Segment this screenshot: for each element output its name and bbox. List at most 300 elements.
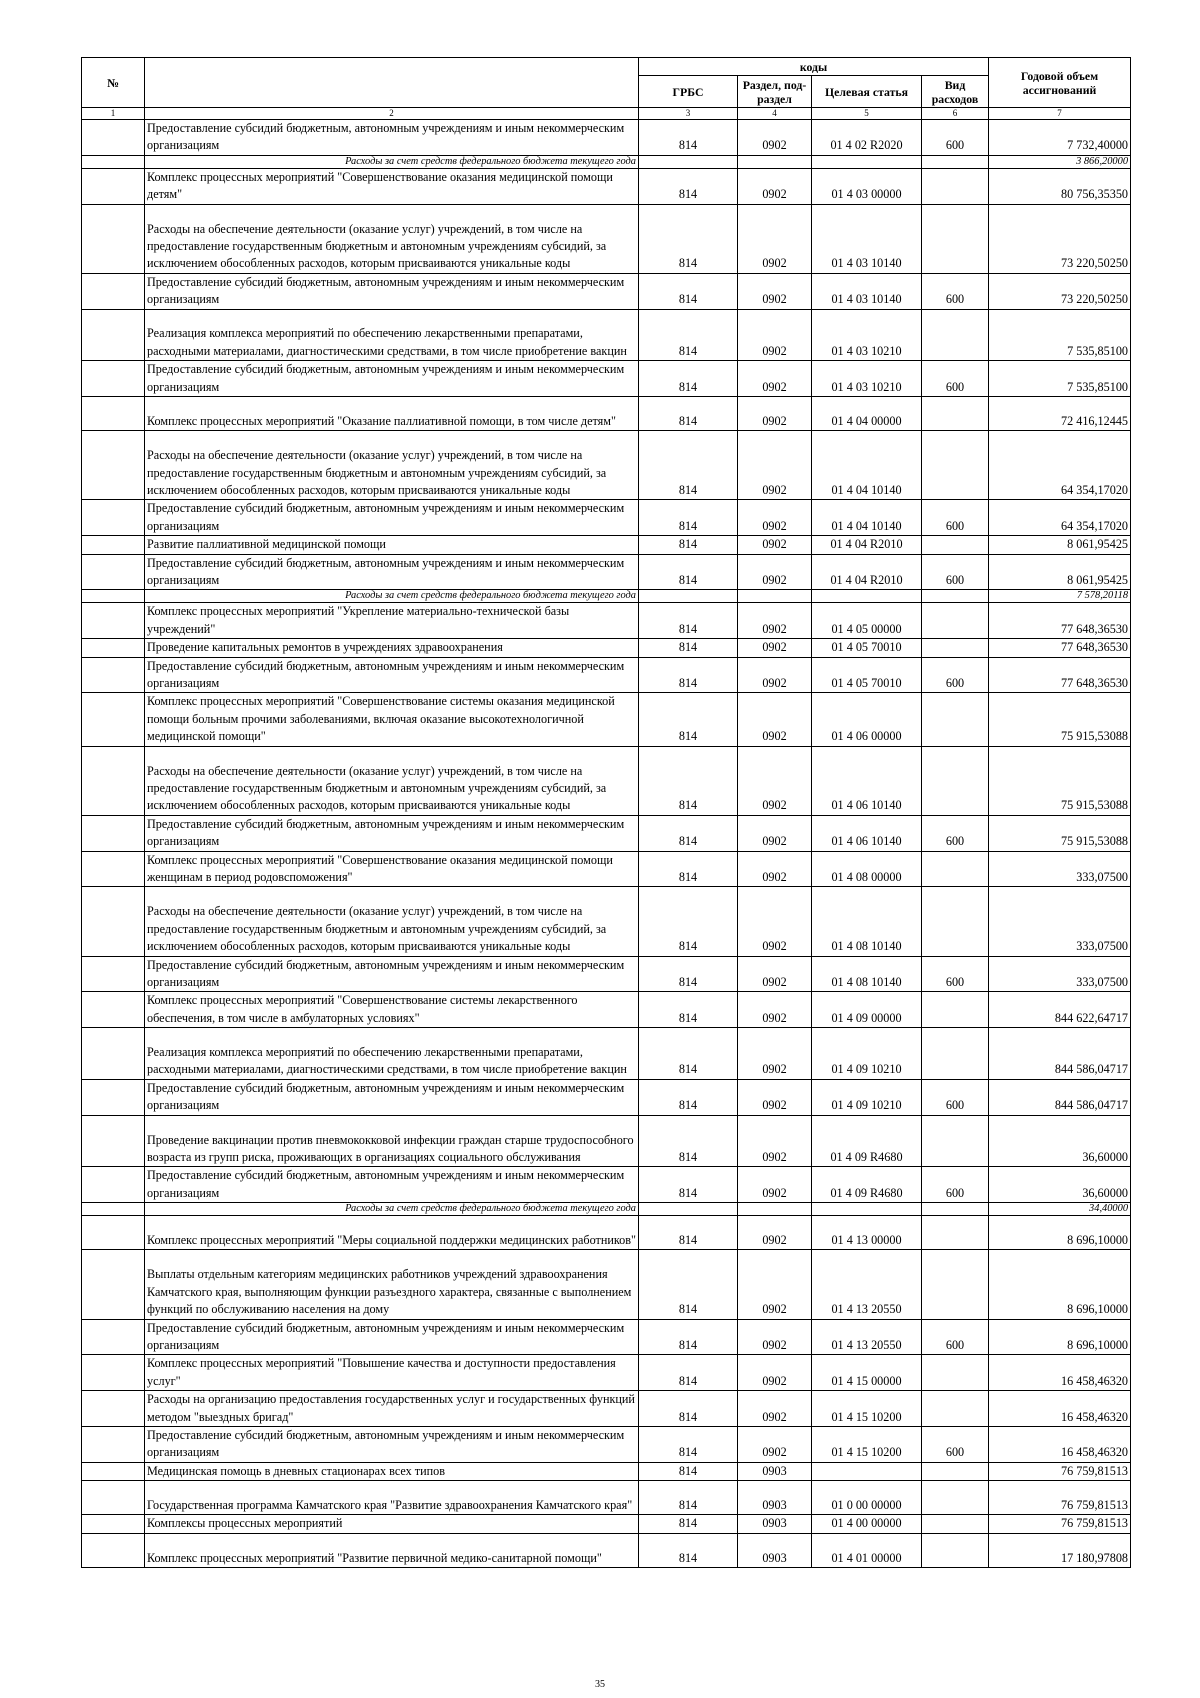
row-vid [922, 1462, 989, 1480]
row-grbs: 814 [639, 639, 738, 657]
header-name-blank [145, 58, 639, 108]
row-name: Расходы за счет средств федерального бюджета текущего года [145, 1203, 639, 1216]
row-vid [922, 693, 989, 746]
row-name: Комплекс процессных мероприятий "Оказание паллиативной помощи, в том числе детям" [145, 397, 639, 431]
row-razdel [738, 590, 812, 603]
row-number-cell [82, 309, 145, 361]
col-number: 6 [922, 108, 989, 120]
row-number-cell [82, 361, 145, 397]
row-sum: 333,07500 [989, 851, 1131, 887]
row-number-cell [82, 1115, 145, 1167]
row-razdel: 0902 [738, 554, 812, 590]
row-tselevaya: 01 4 05 00000 [812, 603, 922, 639]
row-tselevaya: 01 4 06 00000 [812, 693, 922, 746]
row-sum: 64 354,17020 [989, 431, 1131, 500]
row-tselevaya: 01 4 09 00000 [812, 992, 922, 1028]
row-name: Медицинская помощь в дневных стационарах всех типов [145, 1462, 639, 1480]
row-grbs: 814 [639, 1481, 738, 1515]
row-razdel: 0903 [738, 1462, 812, 1480]
row-grbs: 814 [639, 956, 738, 992]
row-name: Расходы на организацию предоставления государственных услуг и государственных функций методом "выездных бригад" [145, 1391, 639, 1427]
row-grbs: 814 [639, 204, 738, 273]
row-grbs: 814 [639, 1391, 738, 1427]
row-razdel: 0902 [738, 639, 812, 657]
row-name: Комплекс процессных мероприятий "Укрепление материально-технической базы учреждений" [145, 603, 639, 639]
row-number-cell [82, 1515, 145, 1533]
row-grbs [639, 1203, 738, 1216]
row-razdel: 0902 [738, 992, 812, 1028]
row-razdel: 0902 [738, 397, 812, 431]
row-name: Развитие паллиативной медицинской помощи [145, 536, 639, 554]
row-number-cell [82, 431, 145, 500]
table-row [82, 273, 1131, 309]
row-grbs: 814 [639, 1533, 738, 1567]
row-vid [922, 204, 989, 273]
row-tselevaya: 01 0 00 00000 [812, 1481, 922, 1515]
row-grbs: 814 [639, 168, 738, 204]
row-grbs: 814 [639, 1079, 738, 1115]
row-sum: 80 756,35350 [989, 168, 1131, 204]
table-row [82, 956, 1131, 992]
row-razdel: 0903 [738, 1515, 812, 1533]
row-vid: 600 [922, 120, 989, 156]
row-sum: 844 586,04717 [989, 1079, 1131, 1115]
row-sum: 76 759,81513 [989, 1462, 1131, 1480]
row-tselevaya: 01 4 13 20550 [812, 1319, 922, 1355]
row-tselevaya: 01 4 03 10140 [812, 273, 922, 309]
row-vid [922, 1216, 989, 1250]
row-number-cell [82, 851, 145, 887]
row-name: Предоставление субсидий бюджетным, автономным учреждениям и иным некоммерческим организациям [145, 500, 639, 536]
row-tselevaya: 01 4 09 10210 [812, 1079, 922, 1115]
row-number-cell [82, 992, 145, 1028]
table-row [82, 693, 1131, 746]
row-grbs: 814 [639, 693, 738, 746]
row-tselevaya [812, 1462, 922, 1480]
row-name: Предоставление субсидий бюджетным, автономным учреждениям и иным некоммерческим организациям [145, 1167, 639, 1203]
row-tselevaya: 01 4 04 10140 [812, 431, 922, 500]
table-row [82, 1115, 1131, 1167]
row-number-cell [82, 1391, 145, 1427]
row-sum: 8 696,10000 [989, 1319, 1131, 1355]
col-number: 7 [989, 108, 1131, 120]
row-grbs: 814 [639, 746, 738, 815]
row-sum: 7 732,40000 [989, 120, 1131, 156]
row-vid: 600 [922, 1079, 989, 1115]
table-body [82, 120, 1131, 1568]
row-vid [922, 590, 989, 603]
row-number-cell [82, 639, 145, 657]
table-row [82, 1079, 1131, 1115]
table-row [82, 887, 1131, 956]
row-sum: 34,40000 [989, 1203, 1131, 1216]
row-number-cell [82, 536, 145, 554]
header-razdel: Раздел, под-раздел [738, 76, 812, 108]
row-tselevaya: 01 4 06 10140 [812, 815, 922, 851]
row-grbs: 814 [639, 1319, 738, 1355]
row-number-cell [82, 1167, 145, 1203]
header-tselevaya: Целевая статья [812, 76, 922, 108]
row-vid [922, 1203, 989, 1216]
row-sum: 75 915,53088 [989, 815, 1131, 851]
row-name: Комплекс процессных мероприятий "Совершенствование оказания медицинской помощи женщинам в период родовспоможения" [145, 851, 639, 887]
row-sum: 36,60000 [989, 1115, 1131, 1167]
row-name: Расходы за счет средств федерального бюджета текущего года [145, 155, 639, 168]
row-grbs: 814 [639, 1167, 738, 1203]
row-name: Расходы на обеспечение деятельности (оказание услуг) учреждений, в том числе на предоставление государственным бюджетным и автономным учреждениям субсидий, за исключением обособленных расходов, которым присваиваются уникальные коды [145, 431, 639, 500]
row-number-cell [82, 1028, 145, 1080]
row-tselevaya: 01 4 08 00000 [812, 851, 922, 887]
row-sum: 75 915,53088 [989, 746, 1131, 815]
row-vid: 600 [922, 500, 989, 536]
row-sum: 76 759,81513 [989, 1481, 1131, 1515]
row-grbs: 814 [639, 815, 738, 851]
row-tselevaya: 01 4 15 00000 [812, 1355, 922, 1391]
row-sum: 3 866,20000 [989, 155, 1131, 168]
row-tselevaya [812, 590, 922, 603]
row-tselevaya: 01 4 06 10140 [812, 746, 922, 815]
row-grbs: 814 [639, 1250, 738, 1319]
row-razdel: 0902 [738, 1319, 812, 1355]
row-number-cell [82, 1203, 145, 1216]
table-row [82, 1319, 1131, 1355]
table-row [82, 992, 1131, 1028]
row-name: Комплексы процессных мероприятий [145, 1515, 639, 1533]
row-sum: 7 578,20118 [989, 590, 1131, 603]
row-vid: 600 [922, 1319, 989, 1355]
row-sum: 844 622,64717 [989, 992, 1131, 1028]
row-vid [922, 1533, 989, 1567]
row-name: Проведение вакцинации против пневмококковой инфекции граждан старше трудоспособного возраста из групп риска, проживающих в организациях социального обслуживания [145, 1115, 639, 1167]
row-number-cell [82, 590, 145, 603]
row-grbs: 814 [639, 1115, 738, 1167]
row-vid [922, 1391, 989, 1427]
row-sum: 73 220,50250 [989, 273, 1131, 309]
row-vid: 600 [922, 1426, 989, 1462]
row-razdel: 0902 [738, 657, 812, 693]
row-number-cell [82, 204, 145, 273]
row-razdel: 0902 [738, 1028, 812, 1080]
row-grbs [639, 590, 738, 603]
row-name: Реализация комплекса мероприятий по обеспечению лекарственными препаратами, расходными материалами, диагностическими средствами, в том числе приобретение вакцин [145, 309, 639, 361]
row-tselevaya: 01 4 04 R2010 [812, 536, 922, 554]
row-name: Предоставление субсидий бюджетным, автономным учреждениям и иным некоммерческим организациям [145, 554, 639, 590]
col-number: 3 [639, 108, 738, 120]
row-tselevaya: 01 4 09 R4680 [812, 1115, 922, 1167]
row-number-cell [82, 1079, 145, 1115]
row-vid [922, 992, 989, 1028]
row-vid [922, 155, 989, 168]
header-grbs: ГРБС [639, 76, 738, 108]
row-razdel: 0902 [738, 1167, 812, 1203]
row-name: Предоставление субсидий бюджетным, автономным учреждениям и иным некоммерческим организациям [145, 1426, 639, 1462]
table-row [82, 746, 1131, 815]
row-sum: 73 220,50250 [989, 204, 1131, 273]
table-row [82, 639, 1131, 657]
row-tselevaya: 01 4 03 10210 [812, 309, 922, 361]
row-name: Расходы на обеспечение деятельности (оказание услуг) учреждений, в том числе на предоставление государственным бюджетным и автономным учреждениям субсидий, за исключением обособленных расходов, которым присваиваются уникальные коды [145, 887, 639, 956]
row-number-cell [82, 1481, 145, 1515]
row-sum: 16 458,46320 [989, 1426, 1131, 1462]
row-grbs: 814 [639, 500, 738, 536]
row-vid [922, 603, 989, 639]
row-grbs: 814 [639, 657, 738, 693]
table-row [82, 168, 1131, 204]
row-grbs: 814 [639, 1426, 738, 1462]
table-row [82, 1426, 1131, 1462]
federal-funds-row [82, 590, 1131, 603]
col-number: 2 [145, 108, 639, 120]
table-row [82, 309, 1131, 361]
row-tselevaya: 01 4 03 10210 [812, 361, 922, 397]
row-razdel: 0902 [738, 603, 812, 639]
row-number-cell [82, 1250, 145, 1319]
row-vid [922, 1481, 989, 1515]
row-number-cell [82, 657, 145, 693]
table-row [82, 1167, 1131, 1203]
row-tselevaya: 01 4 04 10140 [812, 500, 922, 536]
header-vid: Вид расходов [922, 76, 989, 108]
row-vid: 600 [922, 815, 989, 851]
row-tselevaya: 01 4 00 00000 [812, 1515, 922, 1533]
row-number-cell [82, 887, 145, 956]
table-row [82, 1462, 1131, 1480]
row-razdel: 0902 [738, 1426, 812, 1462]
row-tselevaya [812, 1203, 922, 1216]
row-name: Комплекс процессных мероприятий "Совершенствование оказания медицинской помощи детям" [145, 168, 639, 204]
row-razdel: 0902 [738, 1079, 812, 1115]
row-tselevaya: 01 4 13 00000 [812, 1216, 922, 1250]
col-number: 5 [812, 108, 922, 120]
row-sum: 77 648,36530 [989, 639, 1131, 657]
row-razdel: 0902 [738, 1216, 812, 1250]
header-codes: коды [639, 58, 989, 76]
row-vid: 600 [922, 956, 989, 992]
row-sum: 7 535,85100 [989, 309, 1131, 361]
row-sum: 76 759,81513 [989, 1515, 1131, 1533]
table-row [82, 554, 1131, 590]
row-tselevaya: 01 4 02 R2020 [812, 120, 922, 156]
row-number-cell [82, 397, 145, 431]
row-tselevaya: 01 4 01 00000 [812, 1533, 922, 1567]
table-row [82, 1216, 1131, 1250]
row-razdel: 0902 [738, 956, 812, 992]
table-row [82, 361, 1131, 397]
row-number-cell [82, 1426, 145, 1462]
row-vid [922, 1115, 989, 1167]
row-grbs: 814 [639, 431, 738, 500]
row-vid [922, 168, 989, 204]
row-name: Комплекс процессных мероприятий "Развитие первичной медико-санитарной помощи" [145, 1533, 639, 1567]
row-tselevaya: 01 4 03 10140 [812, 204, 922, 273]
row-tselevaya: 01 4 05 70010 [812, 639, 922, 657]
row-vid [922, 639, 989, 657]
row-razdel: 0902 [738, 431, 812, 500]
row-tselevaya: 01 4 09 10210 [812, 1028, 922, 1080]
row-razdel: 0902 [738, 1115, 812, 1167]
table-row [82, 204, 1131, 273]
row-sum: 333,07500 [989, 956, 1131, 992]
row-vid [922, 1515, 989, 1533]
row-number-cell [82, 693, 145, 746]
table-row [82, 1391, 1131, 1427]
row-sum: 16 458,46320 [989, 1391, 1131, 1427]
row-sum: 77 648,36530 [989, 657, 1131, 693]
row-razdel: 0902 [738, 1250, 812, 1319]
row-razdel: 0902 [738, 746, 812, 815]
row-grbs: 814 [639, 361, 738, 397]
row-name: Комплекс процессных мероприятий "Совершенствование системы лекарственного обеспечения, в том числе в амбулаторных условиях" [145, 992, 639, 1028]
federal-funds-row [82, 1203, 1131, 1216]
table-row [82, 1355, 1131, 1391]
row-tselevaya [812, 155, 922, 168]
table-row [82, 815, 1131, 851]
row-vid [922, 887, 989, 956]
row-razdel: 0902 [738, 851, 812, 887]
row-number-cell [82, 1319, 145, 1355]
row-tselevaya: 01 4 04 R2010 [812, 554, 922, 590]
row-vid [922, 1250, 989, 1319]
budget-table [81, 57, 1131, 1568]
row-razdel: 0902 [738, 120, 812, 156]
row-grbs: 814 [639, 273, 738, 309]
row-number-cell [82, 1533, 145, 1567]
row-name: Предоставление субсидий бюджетным, автономным учреждениям и иным некоммерческим организациям [145, 956, 639, 992]
row-number-cell [82, 1216, 145, 1250]
row-razdel: 0902 [738, 168, 812, 204]
table-row [82, 1533, 1131, 1567]
table-row [82, 431, 1131, 500]
row-name: Комплекс процессных мероприятий "Повышение качества и доступности предоставления услуг" [145, 1355, 639, 1391]
row-razdel: 0903 [738, 1533, 812, 1567]
row-tselevaya: 01 4 03 00000 [812, 168, 922, 204]
row-vid: 600 [922, 1167, 989, 1203]
row-razdel [738, 155, 812, 168]
row-sum: 64 354,17020 [989, 500, 1131, 536]
row-tselevaya: 01 4 15 10200 [812, 1426, 922, 1462]
row-razdel: 0902 [738, 309, 812, 361]
row-name: Предоставление субсидий бюджетным, автономным учреждениям и иным некоммерческим организациям [145, 1319, 639, 1355]
table-row [82, 851, 1131, 887]
row-name: Государственная программа Камчатского края "Развитие здравоохранения Камчатского края" [145, 1481, 639, 1515]
row-tselevaya: 01 4 13 20550 [812, 1250, 922, 1319]
table-row [82, 397, 1131, 431]
row-name: Предоставление субсидий бюджетным, автономным учреждениям и иным некоммерческим организациям [145, 815, 639, 851]
table-row [82, 536, 1131, 554]
row-razdel: 0902 [738, 1355, 812, 1391]
row-number-cell [82, 603, 145, 639]
row-tselevaya: 01 4 05 70010 [812, 657, 922, 693]
row-vid [922, 431, 989, 500]
row-grbs: 814 [639, 603, 738, 639]
table-row [82, 1028, 1131, 1080]
row-number-cell [82, 554, 145, 590]
row-razdel: 0902 [738, 1391, 812, 1427]
row-number-cell [82, 500, 145, 536]
row-sum: 72 416,12445 [989, 397, 1131, 431]
row-sum: 8 061,95425 [989, 536, 1131, 554]
row-name: Предоставление субсидий бюджетным, автономным учреждениям и иным некоммерческим организациям [145, 120, 639, 156]
row-grbs: 814 [639, 120, 738, 156]
row-number-cell [82, 956, 145, 992]
row-sum: 75 915,53088 [989, 693, 1131, 746]
row-grbs: 814 [639, 1028, 738, 1080]
row-sum: 8 061,95425 [989, 554, 1131, 590]
row-name: Комплекс процессных мероприятий "Совершенствование системы оказания медицинской помощи больным прочими заболеваниями, включая оказание высокотехнологичной медицинской помощи" [145, 693, 639, 746]
row-tselevaya: 01 4 08 10140 [812, 956, 922, 992]
row-grbs: 814 [639, 992, 738, 1028]
row-grbs: 814 [639, 887, 738, 956]
row-tselevaya: 01 4 09 R4680 [812, 1167, 922, 1203]
row-sum: 7 535,85100 [989, 361, 1131, 397]
row-number-cell [82, 746, 145, 815]
row-vid [922, 536, 989, 554]
row-vid: 600 [922, 273, 989, 309]
row-number-cell [82, 155, 145, 168]
row-tselevaya: 01 4 04 00000 [812, 397, 922, 431]
row-grbs: 814 [639, 1462, 738, 1480]
col-number: 4 [738, 108, 812, 120]
table-row [82, 657, 1131, 693]
row-sum: 16 458,46320 [989, 1355, 1131, 1391]
header-godovoy: Годовой объем ассигнований [989, 58, 1131, 108]
row-razdel: 0902 [738, 536, 812, 554]
row-razdel: 0903 [738, 1481, 812, 1515]
row-tselevaya: 01 4 15 10200 [812, 1391, 922, 1427]
row-razdel: 0902 [738, 693, 812, 746]
table-row [82, 120, 1131, 156]
row-grbs: 814 [639, 851, 738, 887]
row-grbs: 814 [639, 536, 738, 554]
row-grbs: 814 [639, 309, 738, 361]
table-row [82, 500, 1131, 536]
row-name: Предоставление субсидий бюджетным, автономным учреждениям и иным некоммерческим организациям [145, 657, 639, 693]
row-vid [922, 746, 989, 815]
row-grbs: 814 [639, 1515, 738, 1533]
row-name: Расходы за счет средств федерального бюджета текущего года [145, 590, 639, 603]
row-name: Предоставление субсидий бюджетным, автономным учреждениям и иным некоммерческим организациям [145, 273, 639, 309]
row-vid: 600 [922, 361, 989, 397]
row-vid [922, 851, 989, 887]
row-grbs: 814 [639, 554, 738, 590]
row-grbs [639, 155, 738, 168]
table-row [82, 603, 1131, 639]
row-razdel: 0902 [738, 887, 812, 956]
row-sum: 17 180,97808 [989, 1533, 1131, 1567]
row-sum: 844 586,04717 [989, 1028, 1131, 1080]
row-vid [922, 309, 989, 361]
row-vid [922, 1028, 989, 1080]
row-number-cell [82, 815, 145, 851]
row-grbs: 814 [639, 397, 738, 431]
row-sum: 8 696,10000 [989, 1216, 1131, 1250]
row-razdel: 0902 [738, 273, 812, 309]
row-name: Расходы на обеспечение деятельности (оказание услуг) учреждений, в том числе на предоставление государственным бюджетным и автономным учреждениям субсидий, за исключением обособленных расходов, которым присваиваются уникальные коды [145, 204, 639, 273]
row-razdel: 0902 [738, 361, 812, 397]
row-razdel: 0902 [738, 815, 812, 851]
row-number-cell [82, 1462, 145, 1480]
col-number: 1 [82, 108, 145, 120]
table-row [82, 1250, 1131, 1319]
row-number-cell [82, 168, 145, 204]
row-number-cell [82, 1355, 145, 1391]
federal-funds-row [82, 155, 1131, 168]
row-vid: 600 [922, 554, 989, 590]
row-name: Выплаты отдельным категориям медицинских работников учреждений здравоохранения Камчатского края, выполняющим функции разъездного характера, связанные с выполнением функций по обслуживанию населения на дому [145, 1250, 639, 1319]
row-sum: 333,07500 [989, 887, 1131, 956]
row-sum: 8 696,10000 [989, 1250, 1131, 1319]
row-tselevaya: 01 4 08 10140 [812, 887, 922, 956]
